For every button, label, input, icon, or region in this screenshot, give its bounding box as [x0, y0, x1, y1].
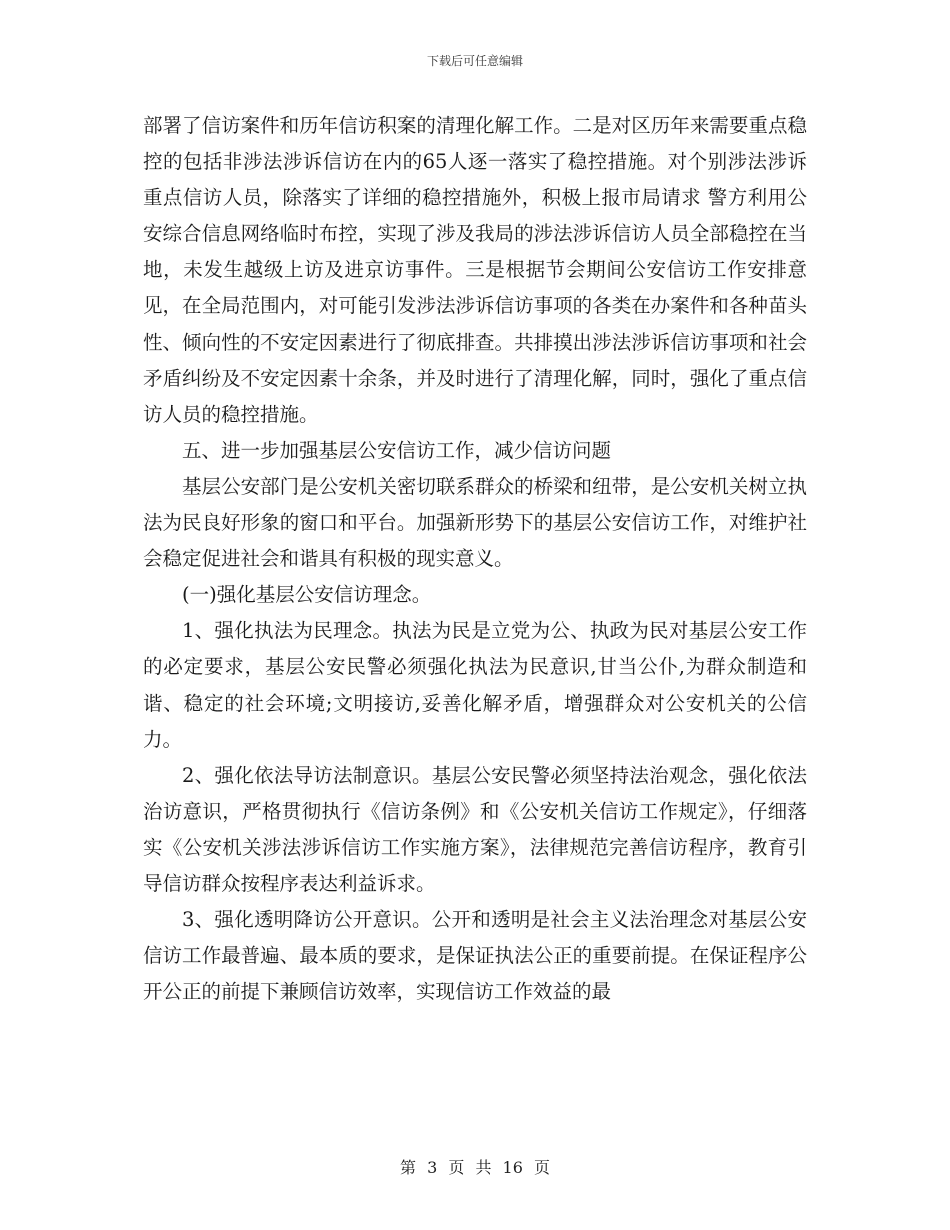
document-body: [143, 108, 807, 1010]
subsection-heading-1: (一)强化基层公安信访理念。: [182, 583, 432, 607]
paragraph-1: 部署了信访案件和历年信访积案的清理化解工作。二是对区历年来需要重点稳控的包括非涉法涉诉信访在内的65人逐一落实了稳控措施。对个别涉法涉诉重点信访人员，除落实了详细的稳控措施外，积极上报市局请求 警方利用公安综合信息网络临时布控，实现了涉及我局的涉法涉诉信访人员全部稳控在当地，未发生越级上访及进京访事件。三是根据节会期间公安信访工作安排意见，在全局范围内，对可能引发涉法涉诉信访事项的各类在办案件和各种苗头性、倾向性的不安定因素进行了彻底排查。共排摸出涉法涉诉信访事项和社会矛盾纠纷及不安定因素十余条，并及时进行了清理化解，同时，强化了重点信访人员的稳控措施。: [143, 114, 807, 426]
section-heading-5: 五、进一步加强基层公安信访工作，减少信访问题: [182, 438, 612, 462]
paragraph-2: 基层公安部门是公安机关密切联系群众的桥梁和纽带，是公安机关树立执法为民良好形象的窗口和平台。加强新形势下的基层公安信访工作，对维护社会稳定促进社会和谐具有积极的现实意义。: [143, 474, 807, 571]
list-item-2: 2、强化依法导访法制意识。基层公安民警必须坚持法治观念，强化依法治访意识，严格贯彻执行《信访条例》和《公安机关信访工作规定》，仔细落实《公安机关涉法涉诉信访工作实施方案》，法律规范完善信访程序，教育引导信访群众按程序表达利益诉求。: [143, 763, 807, 895]
page-number: 第 3 页 共 16 页: [400, 1158, 550, 1177]
list-item-1: 1、强化执法为民理念。执法为民是立党为公、执政为民对基层公安工作的必定要求，基层公安民警必须强化执法为民意识,甘当公仆,为群众制造和谐、稳定的社会环境;文明接访,妥善化解矛盾，增强群众对公安机关的公信力。: [143, 619, 807, 751]
list-item-3: 3、强化透明降访公开意识。公开和透明是社会主义法治理念对基层公安信访工作最普遍、最本质的要求，是保证执法公正的重要前提。在保证程序公开公正的前提下兼顾信访效率，实现信访工作效益的最: [143, 908, 807, 1004]
page-header: 下载后可任意编辑: [426, 54, 523, 68]
